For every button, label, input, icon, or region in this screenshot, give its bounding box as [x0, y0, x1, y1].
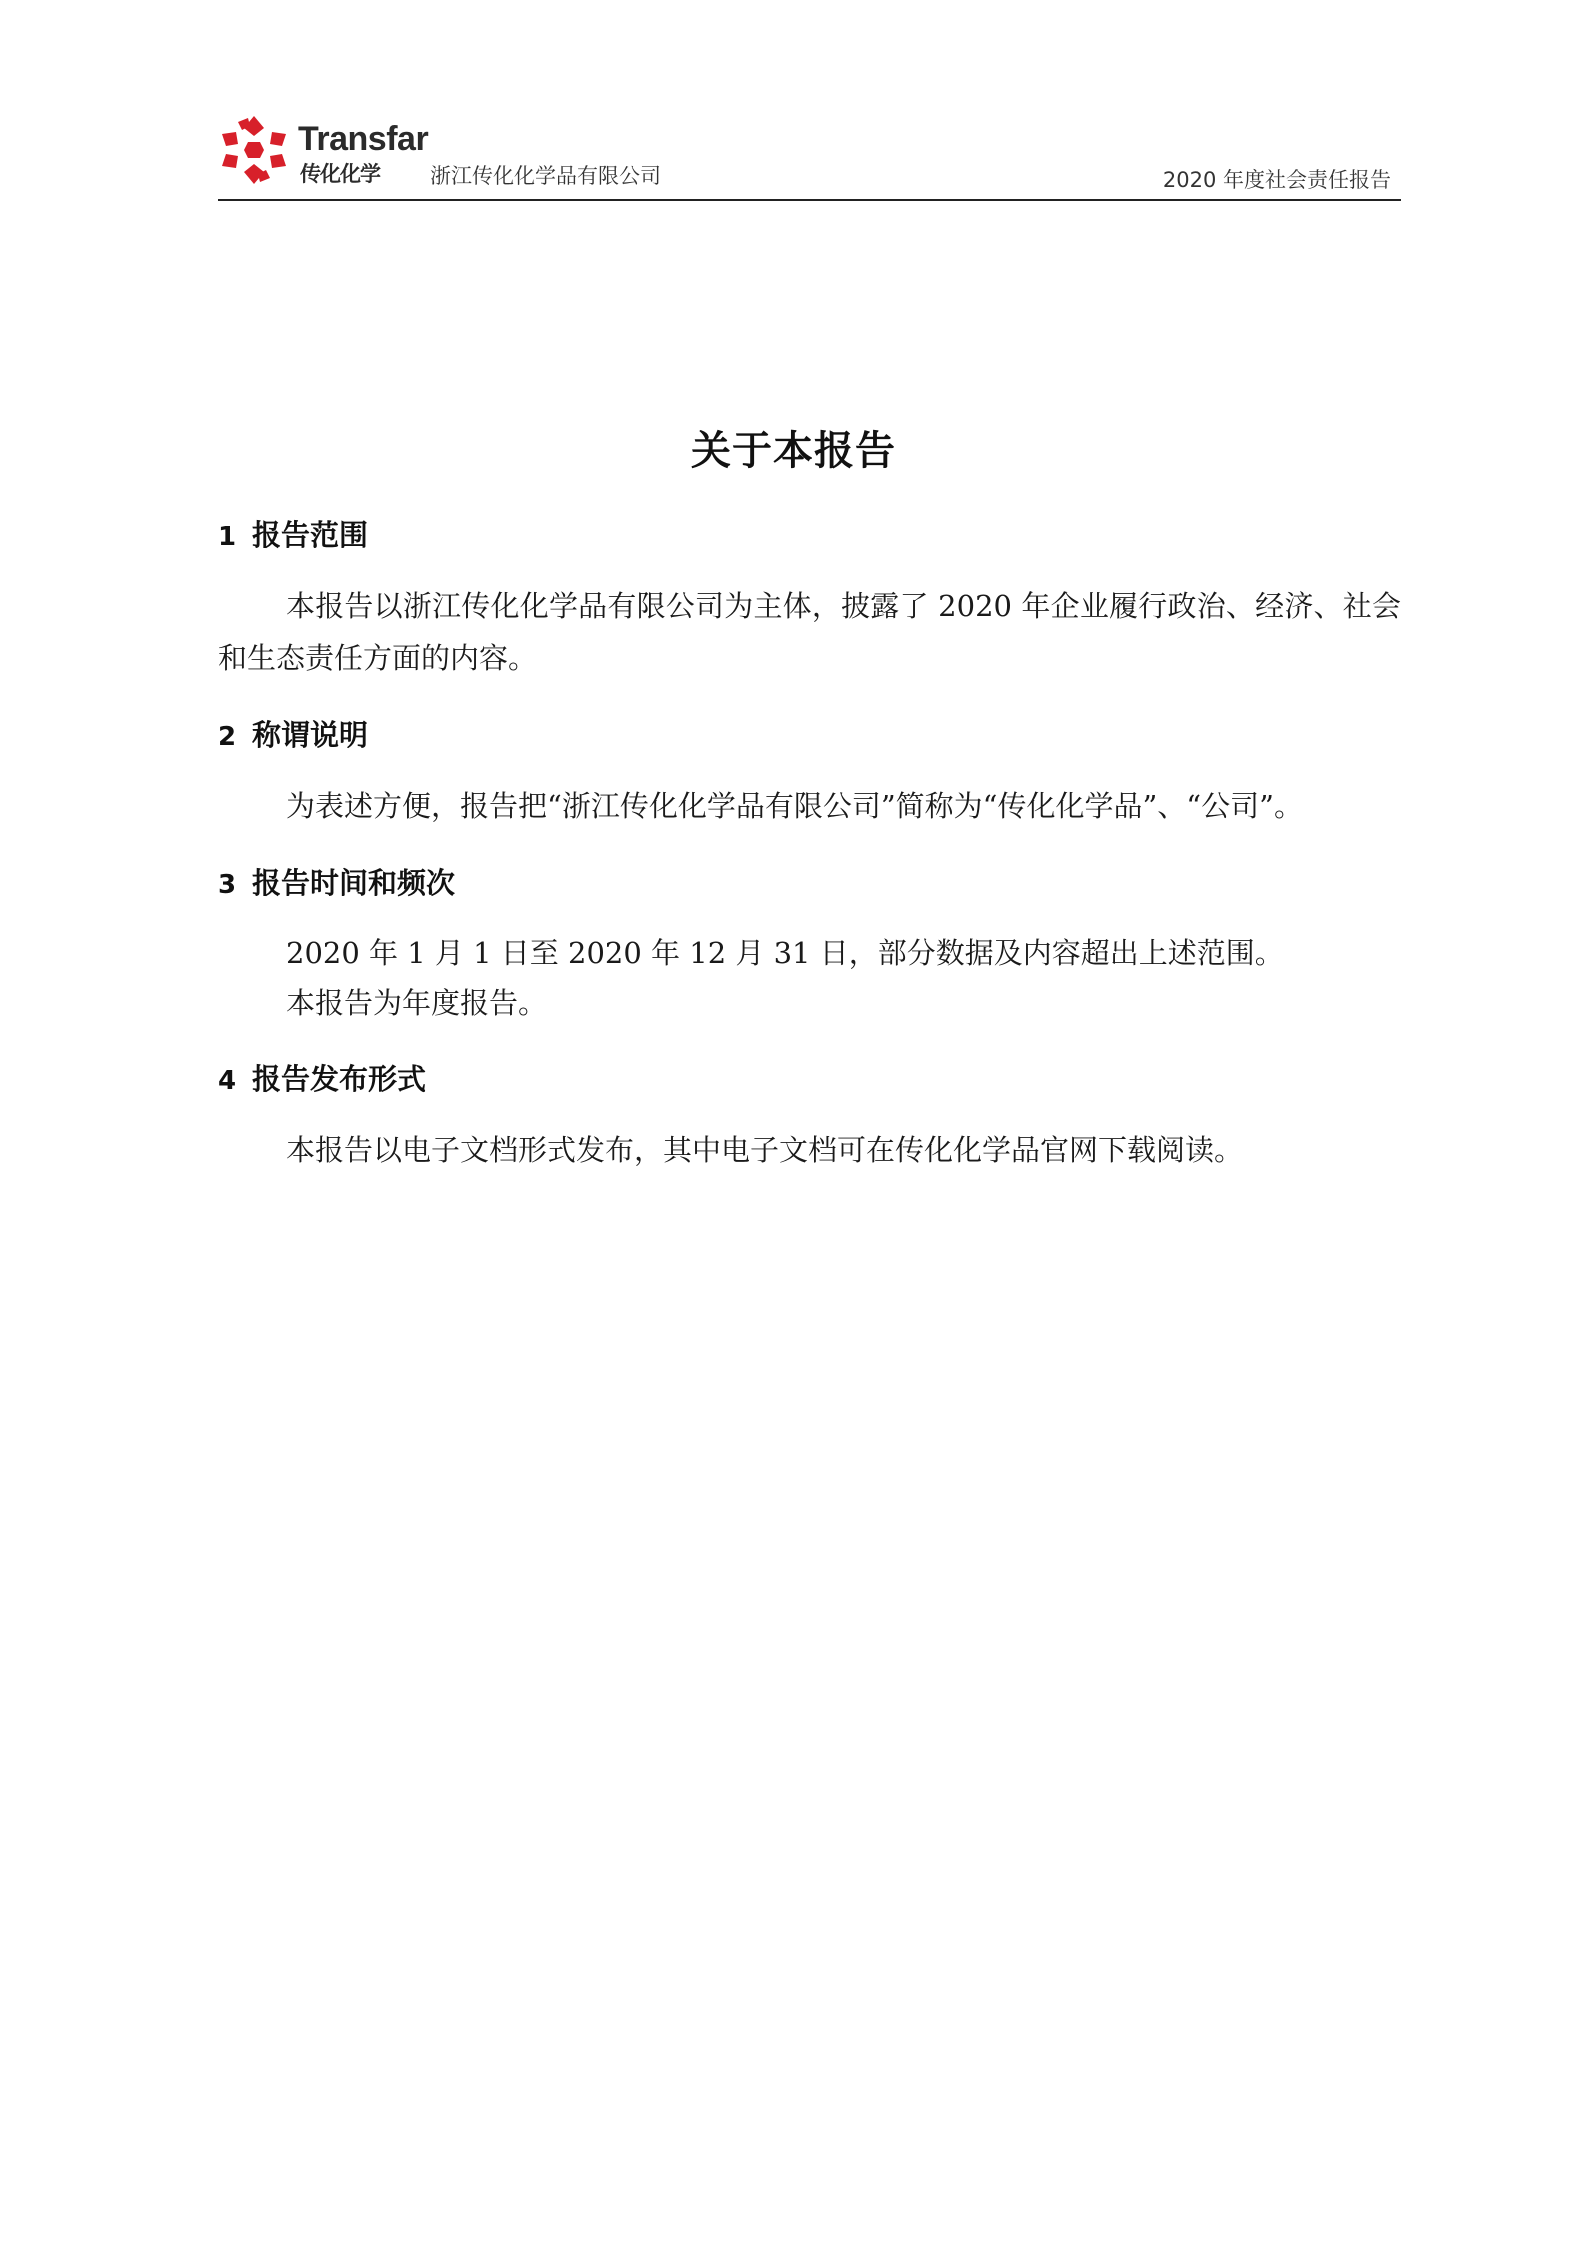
paragraph-line: 本报告为年度报告。 [286, 986, 548, 1020]
section-number: 3 [218, 870, 237, 900]
section-terminology [218, 710, 1401, 832]
section-heading [218, 510, 1401, 562]
section-heading [218, 710, 1401, 762]
section-number: 4 [218, 1066, 237, 1096]
page-header [218, 108, 1401, 200]
brand-name-en: Transfar [298, 120, 429, 158]
section-paragraph: 本报告以电子文档形式发布，其中电子文档可在传化化学品官网下载阅读。 [286, 1133, 1244, 1167]
section-paragraph [286, 928, 1401, 1028]
section-heading [218, 858, 1401, 910]
section-heading [218, 1054, 1401, 1106]
section-paragraph: 为表述方便，报告把“浙江传化化学品有限公司”简称为“传化化学品”、“公司”。 [286, 789, 1303, 823]
section-heading-text: 报告发布形式 [252, 1062, 427, 1096]
section-heading-text: 报告时间和频次 [252, 866, 456, 900]
section-heading-text: 报告范围 [252, 518, 369, 552]
section-number: 1 [218, 522, 237, 552]
paragraph-line: 2020 年 1 月 1 日至 2020 年 12 月 31 日，部分数据及内容超出上述范围。 [286, 936, 1284, 970]
section-publication-format [218, 1054, 1401, 1176]
section-number: 2 [218, 722, 237, 752]
report-content [218, 510, 1401, 1202]
header-report-title: 2020 年度社会责任报告 [1162, 168, 1391, 192]
section-report-scope [218, 510, 1401, 684]
brand-name-cn: 传化化学 [300, 162, 380, 186]
section-paragraph: 本报告以浙江传化化学品有限公司为主体，披露了 2020 年企业履行政治、经济、社会和生态责任方面的内容。 [218, 589, 1401, 675]
page-title: 关于本报告 [691, 427, 896, 474]
section-report-period [218, 858, 1401, 1028]
transfar-logo-icon [218, 114, 290, 186]
section-heading-text: 称谓说明 [252, 718, 369, 752]
header-divider [218, 199, 1401, 201]
header-company-name: 浙江传化化学品有限公司 [430, 164, 661, 188]
